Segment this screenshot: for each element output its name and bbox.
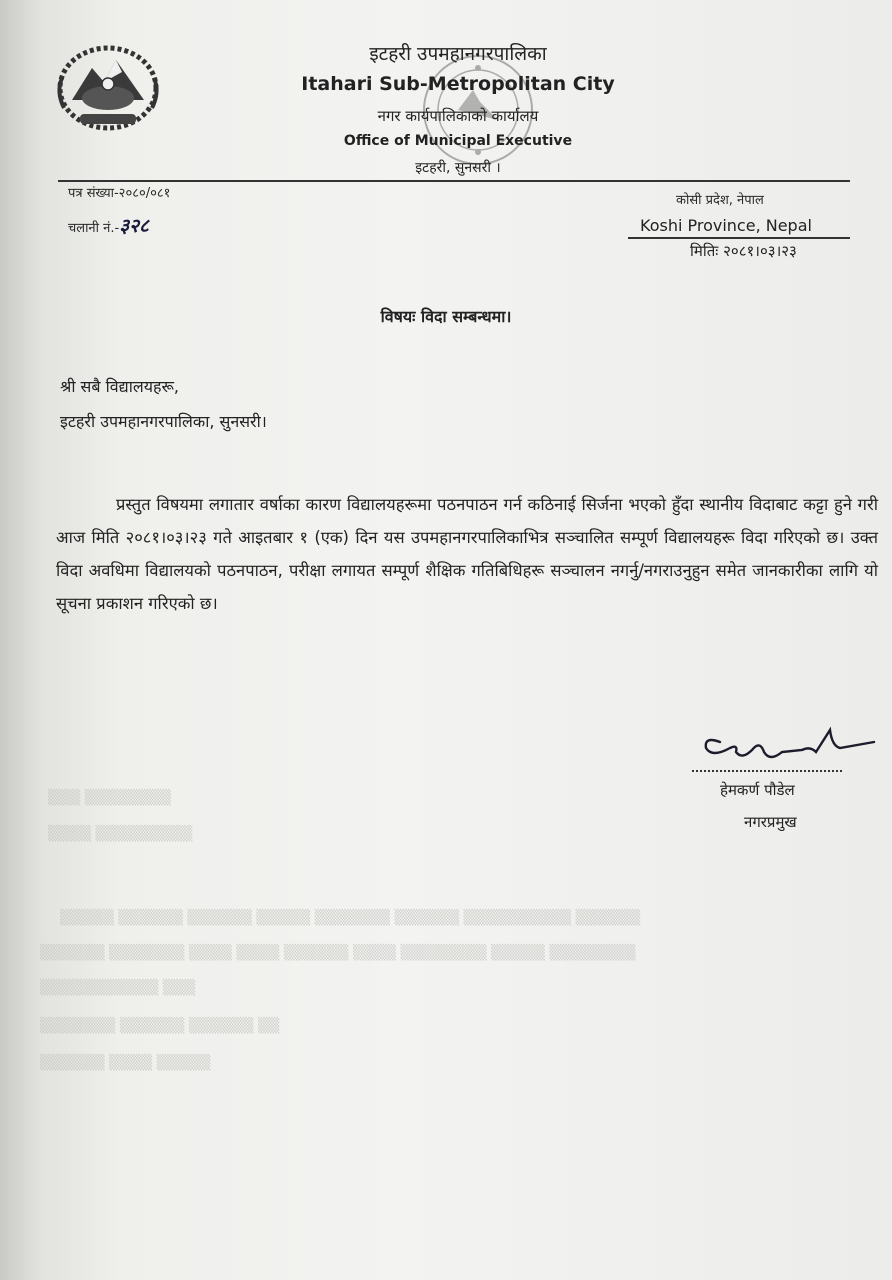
header-rule: [58, 180, 850, 182]
bleed-through: ▒▒▒▒▒▒ ▒▒▒▒ ▒▒▒▒▒: [40, 1055, 211, 1071]
dispatch-label: चलानी नं.-: [68, 221, 120, 236]
bleed-through: ▒▒▒▒▒ ▒▒▒▒▒▒ ▒▒▒▒▒▒ ▒▒▒▒▒ ▒▒▒▒▒▒▒ ▒▒▒▒▒▒ ▒▒▒▒▒▒▒▒▒▒ ▒▒▒▒▒▒: [60, 910, 641, 926]
signatory-designation: नगरप्रमुख: [744, 813, 797, 831]
addressee-line-1: श्री सबै विद्यालयहरू,: [60, 377, 180, 396]
nepal-emblem-icon: [52, 38, 164, 134]
dispatch-number: [68, 212, 149, 238]
bleed-through: ▒▒▒▒▒▒▒▒▒▒▒ ▒▒▒: [40, 980, 196, 996]
signatory-name: हेमकर्ण पौडेल: [720, 781, 795, 799]
bleed-through: ▒▒▒▒▒▒ ▒▒▒▒▒▒▒ ▒▒▒▒ ▒▒▒▒ ▒▒▒▒▒▒ ▒▒▒▒ ▒▒▒▒▒▒▒▒ ▒▒▒▒▒ ▒▒▒▒▒▒▒▒: [40, 945, 636, 961]
province-en: Koshi Province, Nepal: [640, 216, 812, 235]
office-name-ne: नगर कार्यपालिकाको कार्यालय: [377, 107, 539, 125]
signature-line: [692, 770, 842, 772]
dispatch-value: ३२८: [119, 215, 149, 237]
notice-body: प्रस्तुत विषयमा लगातार वर्षाका कारण विद्यालयहरूमा पठनपाठन गर्न कठिनाई सिर्जना भएको हुँदा स्थानीय विदाबाट कट्टा हुने गरी आज मिति २०८१।०३।२३ गते आइतबार १ (एक) दिन यस उपमहानगरपालिकाभित्र सञ्चालित सम्पूर्ण विद्यालयहरू विदा गरिएको छ। उक्त विदा अवधिमा विद्यालयको पठनपाठन, परीक्षा लगायत सम्पूर्ण शैक्षिक गतिबिधिहरू सञ्चालन नगर्नु/नगराउनुहुन समेत जानकारीका लागि यो सूचना प्रकाशन गरिएको छ।: [56, 495, 878, 613]
addressee-line-2: इटहरी उपमहानगरपालिका, सुनसरी।: [60, 412, 267, 431]
bleed-through: ▒▒▒ ▒▒▒▒▒▒▒▒: [48, 790, 171, 806]
date-rule: [628, 237, 850, 239]
municipality-title-ne: इटहरी उपमहानगरपालिका: [369, 43, 547, 65]
signature-icon: [690, 722, 876, 774]
office-location: इटहरी, सुनसरी ।: [415, 160, 501, 176]
letter-date: मितिः २०८१।०३।२३: [690, 242, 797, 260]
province-ne: कोसी प्रदेश, नेपाल: [676, 193, 764, 208]
subject-line: विषयः विदा सम्बन्धमा।: [380, 307, 512, 326]
letter-number: पत्र संख्या-२०८०/०८१: [68, 186, 171, 201]
bleed-through: ▒▒▒▒ ▒▒▒▒▒▒▒▒▒: [48, 826, 193, 842]
office-name-en: Office of Municipal Executive: [343, 133, 573, 149]
municipality-title-en: Itahari Sub-Metropolitan City: [301, 73, 615, 95]
bleed-through: ▒▒▒▒▒▒▒ ▒▒▒▒▒▒ ▒▒▒▒▒▒ ▒▒: [40, 1018, 280, 1034]
